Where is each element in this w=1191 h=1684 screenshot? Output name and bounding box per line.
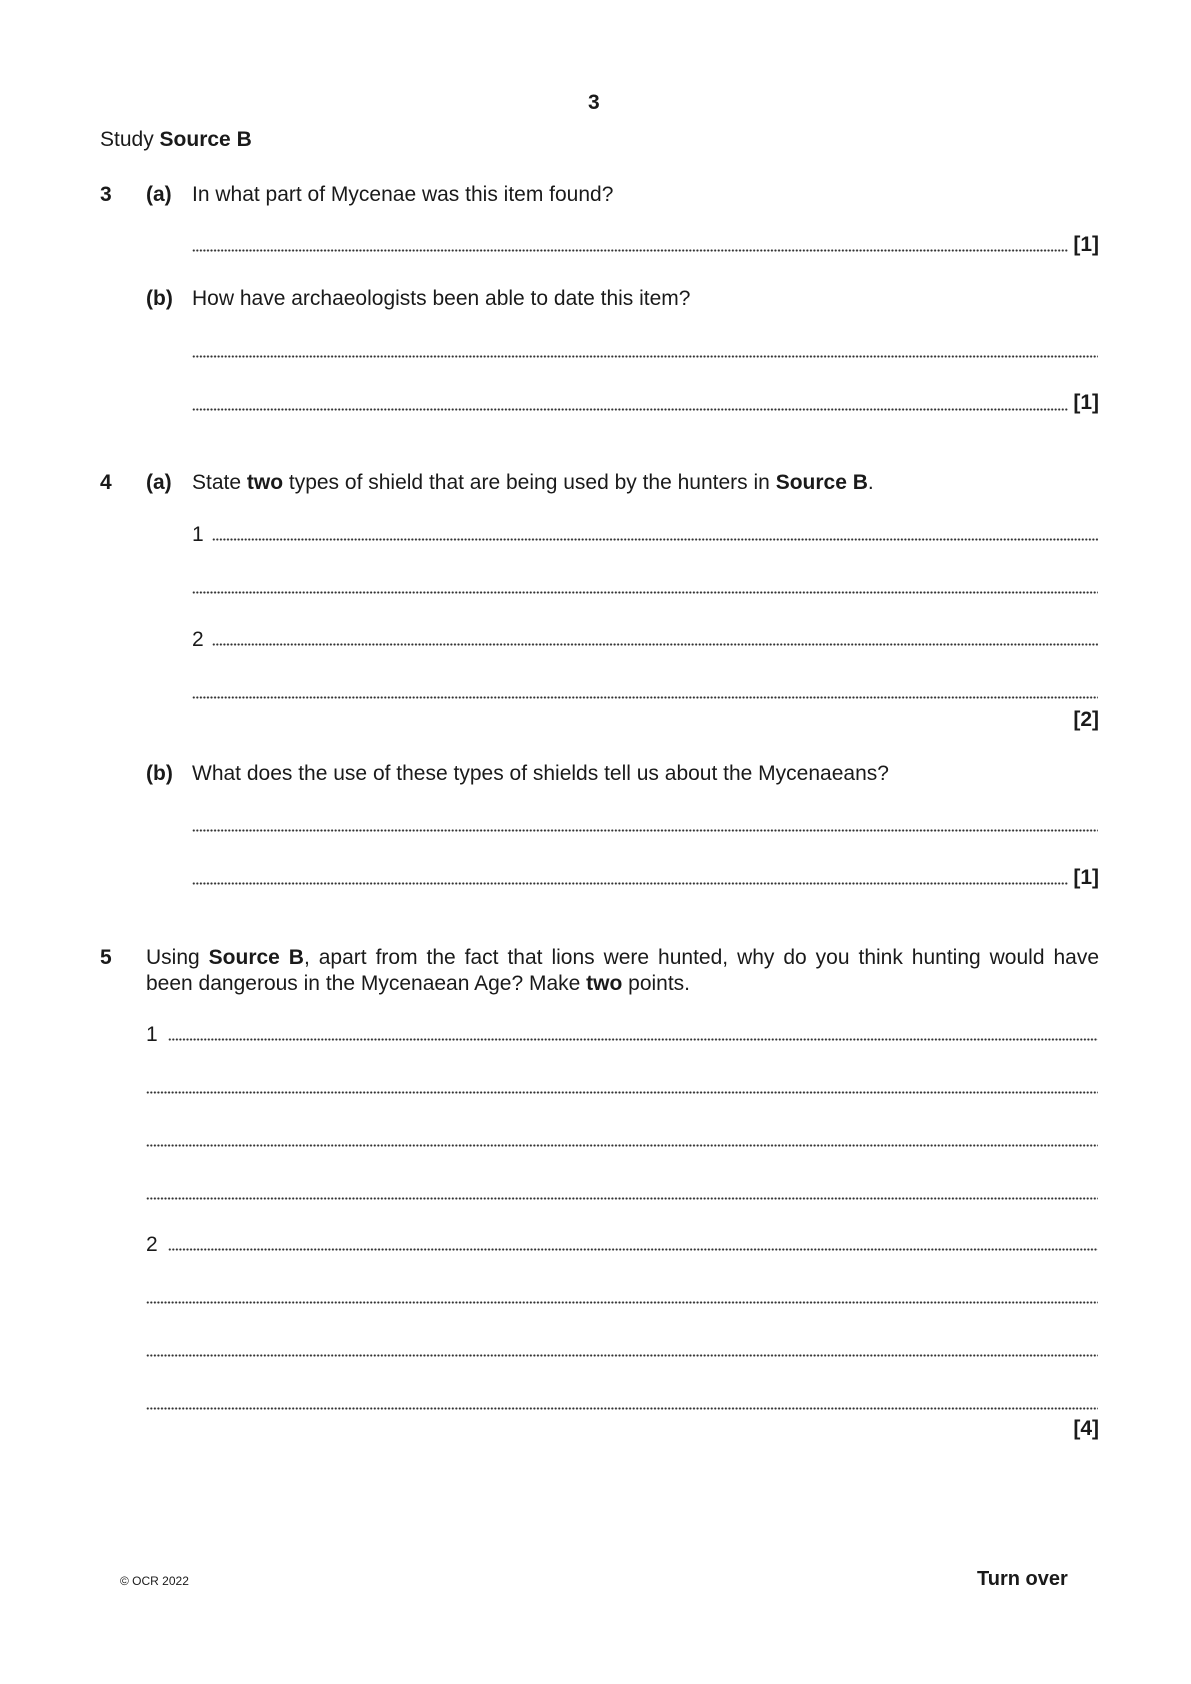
q4b-question: What does the use of these types of shields tell us about the Mycenaeans? xyxy=(192,762,889,785)
q4a-text-1: State xyxy=(192,471,247,494)
q5-item-1-line-4[interactable] xyxy=(146,1197,1098,1200)
q4a-text-2: types of shield that are being used by the hunters in xyxy=(283,471,776,494)
q4a-label: (a) xyxy=(146,471,172,494)
q5-item-2-line-2[interactable] xyxy=(146,1301,1098,1304)
q4b-answer-line-1[interactable] xyxy=(192,829,1098,832)
q3b-answer-line-2[interactable] xyxy=(192,408,1068,411)
q3-number: 3 xyxy=(100,183,112,206)
q5-item-1-number: 1 xyxy=(146,1023,158,1046)
q4a-item-2-line-1[interactable] xyxy=(212,643,1098,646)
q4b-mark: [1] xyxy=(1073,866,1099,889)
q4a-text-3: . xyxy=(867,471,874,494)
q4a-text-bold-2: Source B xyxy=(775,471,868,494)
q4a-question xyxy=(192,470,874,496)
q4a-text-bold-1: two xyxy=(246,471,284,494)
q5-item-1-line-3[interactable] xyxy=(146,1144,1098,1147)
q4-number: 4 xyxy=(100,471,112,494)
q4a-item-1-line-2[interactable] xyxy=(192,591,1098,594)
q5-item-2-line-4[interactable] xyxy=(146,1407,1098,1410)
q3a-label: (a) xyxy=(146,183,172,206)
q5-item-2-line-3[interactable] xyxy=(146,1354,1098,1357)
q5-question-line-1 xyxy=(146,945,1099,971)
q3b-mark: [1] xyxy=(1073,391,1099,414)
copyright: © OCR 2022 xyxy=(120,1574,189,1588)
turn-over: Turn over xyxy=(977,1568,1068,1590)
q5-line1-pre: Using xyxy=(146,946,209,969)
q4b-answer-line-2[interactable] xyxy=(192,882,1068,885)
study-source-instruction xyxy=(100,127,252,153)
q5-question-line-2 xyxy=(146,971,690,997)
page-number: 3 xyxy=(588,91,600,114)
q3b-answer-line-1[interactable] xyxy=(192,355,1098,358)
q5-item-1-line-2[interactable] xyxy=(146,1091,1098,1094)
q5-mark: [4] xyxy=(1073,1417,1099,1440)
intro-prefix: Study xyxy=(100,128,160,151)
q4b-label: (b) xyxy=(146,762,173,785)
q4a-item-2-number: 2 xyxy=(192,628,204,651)
q4a-item-1-line-1[interactable] xyxy=(212,538,1098,541)
q5-line2-post: points. xyxy=(622,972,691,995)
q3a-question: In what part of Mycenae was this item found? xyxy=(192,183,614,206)
q5-line1-bold: Source B xyxy=(208,946,304,969)
q5-item-1-line-1[interactable] xyxy=(168,1038,1098,1041)
q5-line2-bold: two xyxy=(586,972,623,995)
q3a-answer-line[interactable] xyxy=(192,249,1068,252)
q4a-item-2-line-2[interactable] xyxy=(192,696,1098,699)
q5-number: 5 xyxy=(100,946,112,969)
q5-item-2-line-1[interactable] xyxy=(168,1248,1098,1251)
q5-item-2-number: 2 xyxy=(146,1233,158,1256)
q4a-item-1-number: 1 xyxy=(192,523,204,546)
q3a-mark: [1] xyxy=(1073,233,1099,256)
q5-line2-pre: been dangerous in the Mycenaean Age? Make xyxy=(146,972,587,995)
intro-source: Source B xyxy=(159,128,252,151)
q4a-mark: [2] xyxy=(1073,708,1099,731)
q5-line1-post: , apart from the fact that lions were hunted, why do you think hunting would have xyxy=(303,946,1099,969)
q3b-label: (b) xyxy=(146,287,173,310)
q3b-question: How have archaeologists been able to date this item? xyxy=(192,287,691,310)
